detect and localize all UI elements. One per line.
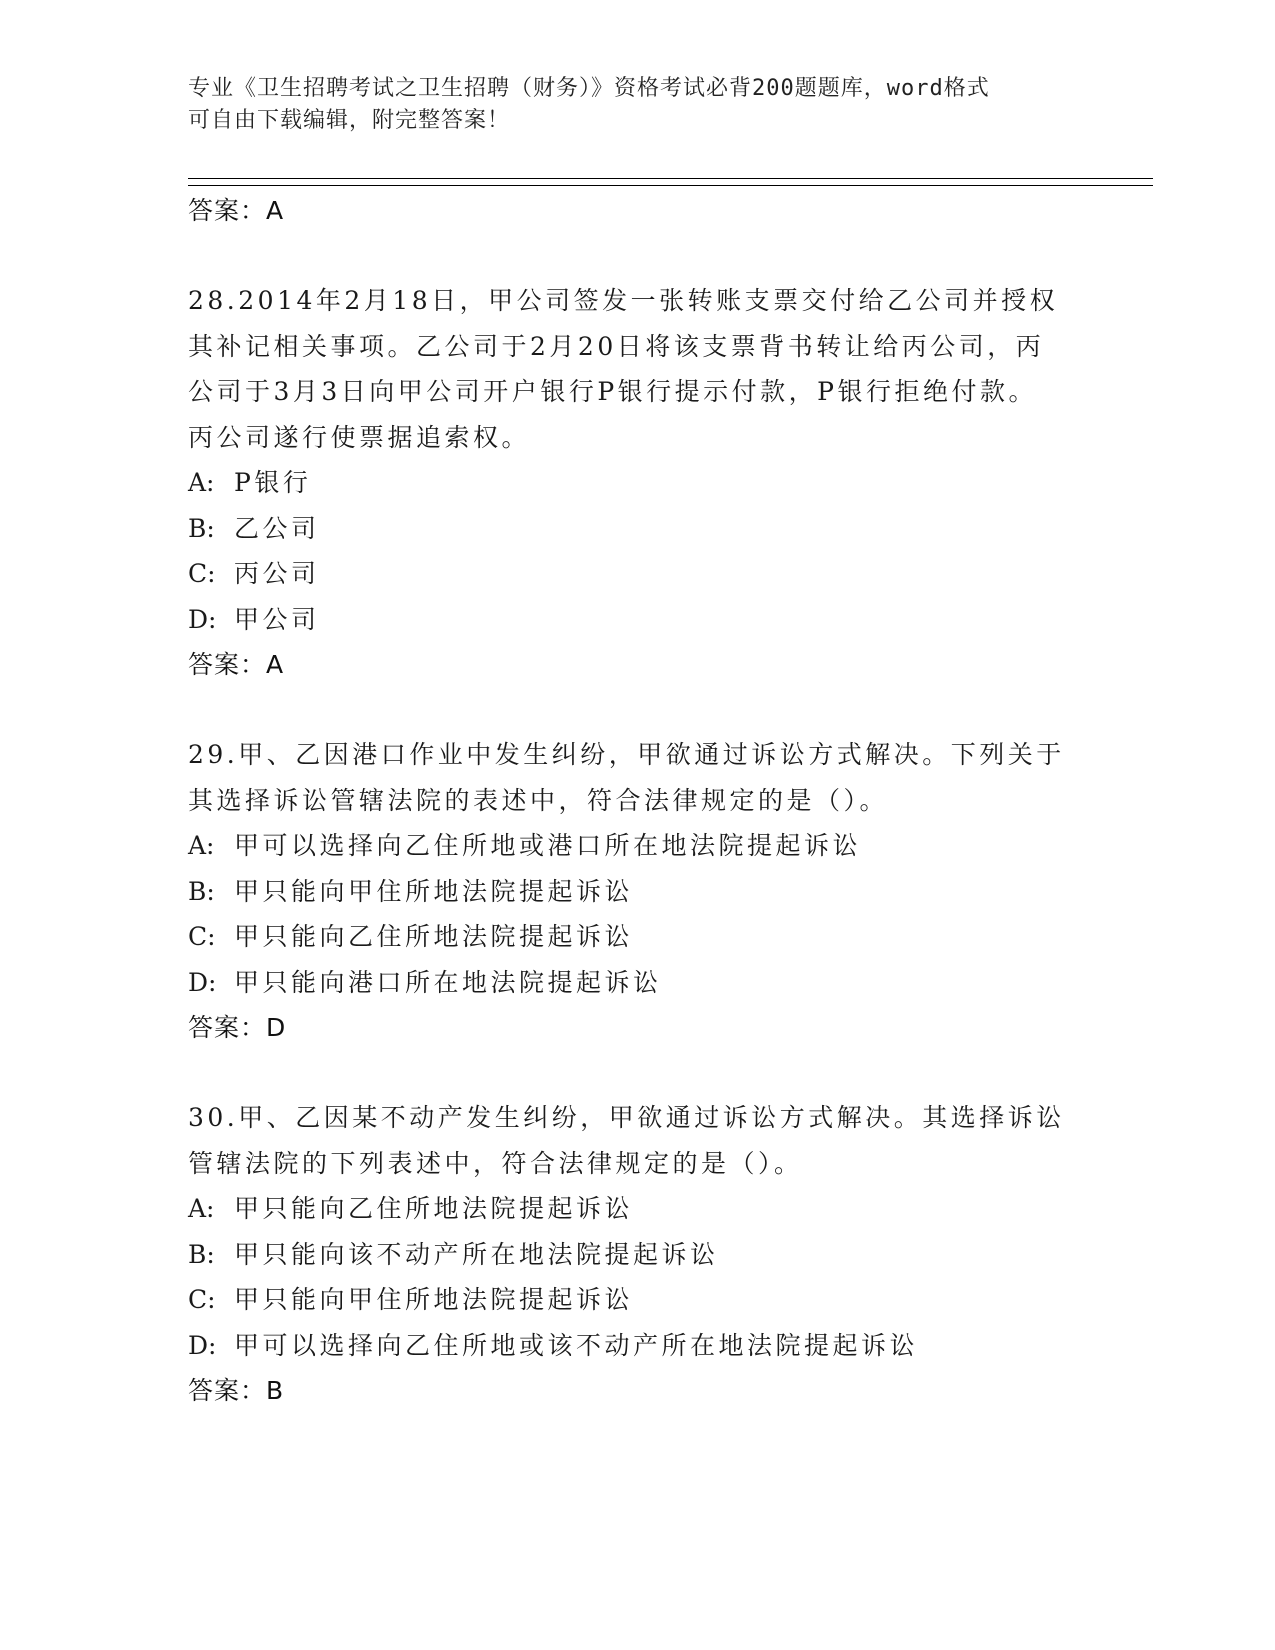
- option-text: P银行: [234, 468, 312, 497]
- option-c: [188, 551, 1088, 597]
- option-letter: C:: [188, 1285, 216, 1314]
- option-letter: B:: [188, 1239, 215, 1269]
- option-text: 甲只能向港口所在地法院提起诉讼: [234, 967, 662, 997]
- question-text-line: 30.甲、乙因某不动产发生纠纷，甲欲通过诉讼方式解决。其选择诉讼: [188, 1103, 1065, 1132]
- header-title-line-1: 专业《卫生招聘考试之卫生招聘（财务）》资格考试必背200题题库，word格式: [188, 76, 990, 101]
- page-header: [188, 73, 1088, 137]
- question-text-line: 丙公司遂行使票据追索权。: [188, 422, 531, 452]
- option-letter: D:: [188, 1330, 217, 1360]
- option-text: 甲只能向乙住所地法院提起诉讼: [234, 922, 634, 951]
- option-letter: A:: [188, 1194, 215, 1223]
- question-text-line: 公司于3月3日向甲公司开户银行P银行提示付款，P银行拒绝付款。: [188, 377, 1037, 406]
- option-d: [188, 597, 1088, 643]
- option-b: [188, 1232, 1088, 1278]
- option-text: 丙公司: [234, 559, 320, 588]
- question-text-line: 28.2014年2月18日，甲公司签发一张转账支票交付给乙公司并授权: [188, 286, 1059, 315]
- option-text: 甲只能向该不动产所在地法院提起诉讼: [234, 1239, 719, 1269]
- answer-line: 答案：A: [188, 650, 285, 679]
- option-text: 甲只能向甲住所地法院提起诉讼: [234, 1285, 634, 1314]
- answer-line: 答案：B: [188, 1376, 285, 1405]
- spacer: [188, 687, 1088, 732]
- option-text: 甲可以选择向乙住所地或港口所在地法院提起诉讼: [234, 831, 862, 860]
- question-block: [188, 1095, 1088, 1413]
- question-block: [188, 732, 1088, 1050]
- option-text: 甲公司: [234, 604, 320, 634]
- option-b: [188, 506, 1088, 552]
- option-text: 甲只能向甲住所地法院提起诉讼: [234, 876, 634, 906]
- option-letter: D:: [188, 967, 217, 997]
- option-letter: B:: [188, 513, 215, 543]
- spacer: [188, 1050, 1088, 1095]
- header-title-line-2: 可自由下载编辑，附完整答案！: [188, 108, 511, 133]
- option-a: [188, 460, 1088, 506]
- option-text: 甲只能向乙住所地法院提起诉讼: [234, 1194, 634, 1223]
- question-list: [188, 188, 1088, 1413]
- option-letter: D:: [188, 604, 217, 634]
- option-b: [188, 869, 1088, 915]
- question-text-line: 其选择诉讼管辖法院的表述中，符合法律规定的是（）。: [188, 785, 889, 815]
- option-c: [188, 1277, 1088, 1323]
- spacer: [188, 233, 1088, 278]
- option-letter: C:: [188, 922, 216, 951]
- option-letter: B:: [188, 876, 215, 906]
- option-d: [188, 960, 1088, 1006]
- question-block: [188, 278, 1088, 687]
- question-text-line: 29.甲、乙因港口作业中发生纠纷，甲欲通过诉讼方式解决。下列关于: [188, 740, 1065, 769]
- option-d: [188, 1323, 1088, 1369]
- question-text-line: 其补记相关事项。乙公司于2月20日将该支票背书转让给丙公司，丙: [188, 331, 1045, 361]
- answer-line: 答案：D: [188, 1013, 287, 1042]
- option-text: 乙公司: [234, 513, 320, 543]
- header-divider: [188, 178, 1153, 186]
- question-text-line: 管辖法院的下列表述中，符合法律规定的是（）。: [188, 1148, 803, 1178]
- answer-line: 答案：A: [188, 196, 285, 225]
- option-letter: C:: [188, 559, 216, 588]
- option-a: [188, 823, 1088, 869]
- option-c: [188, 914, 1088, 960]
- option-text: 甲可以选择向乙住所地或该不动产所在地法院提起诉讼: [234, 1330, 919, 1360]
- option-letter: A:: [188, 468, 215, 497]
- option-a: [188, 1186, 1088, 1232]
- option-letter: A:: [188, 831, 215, 860]
